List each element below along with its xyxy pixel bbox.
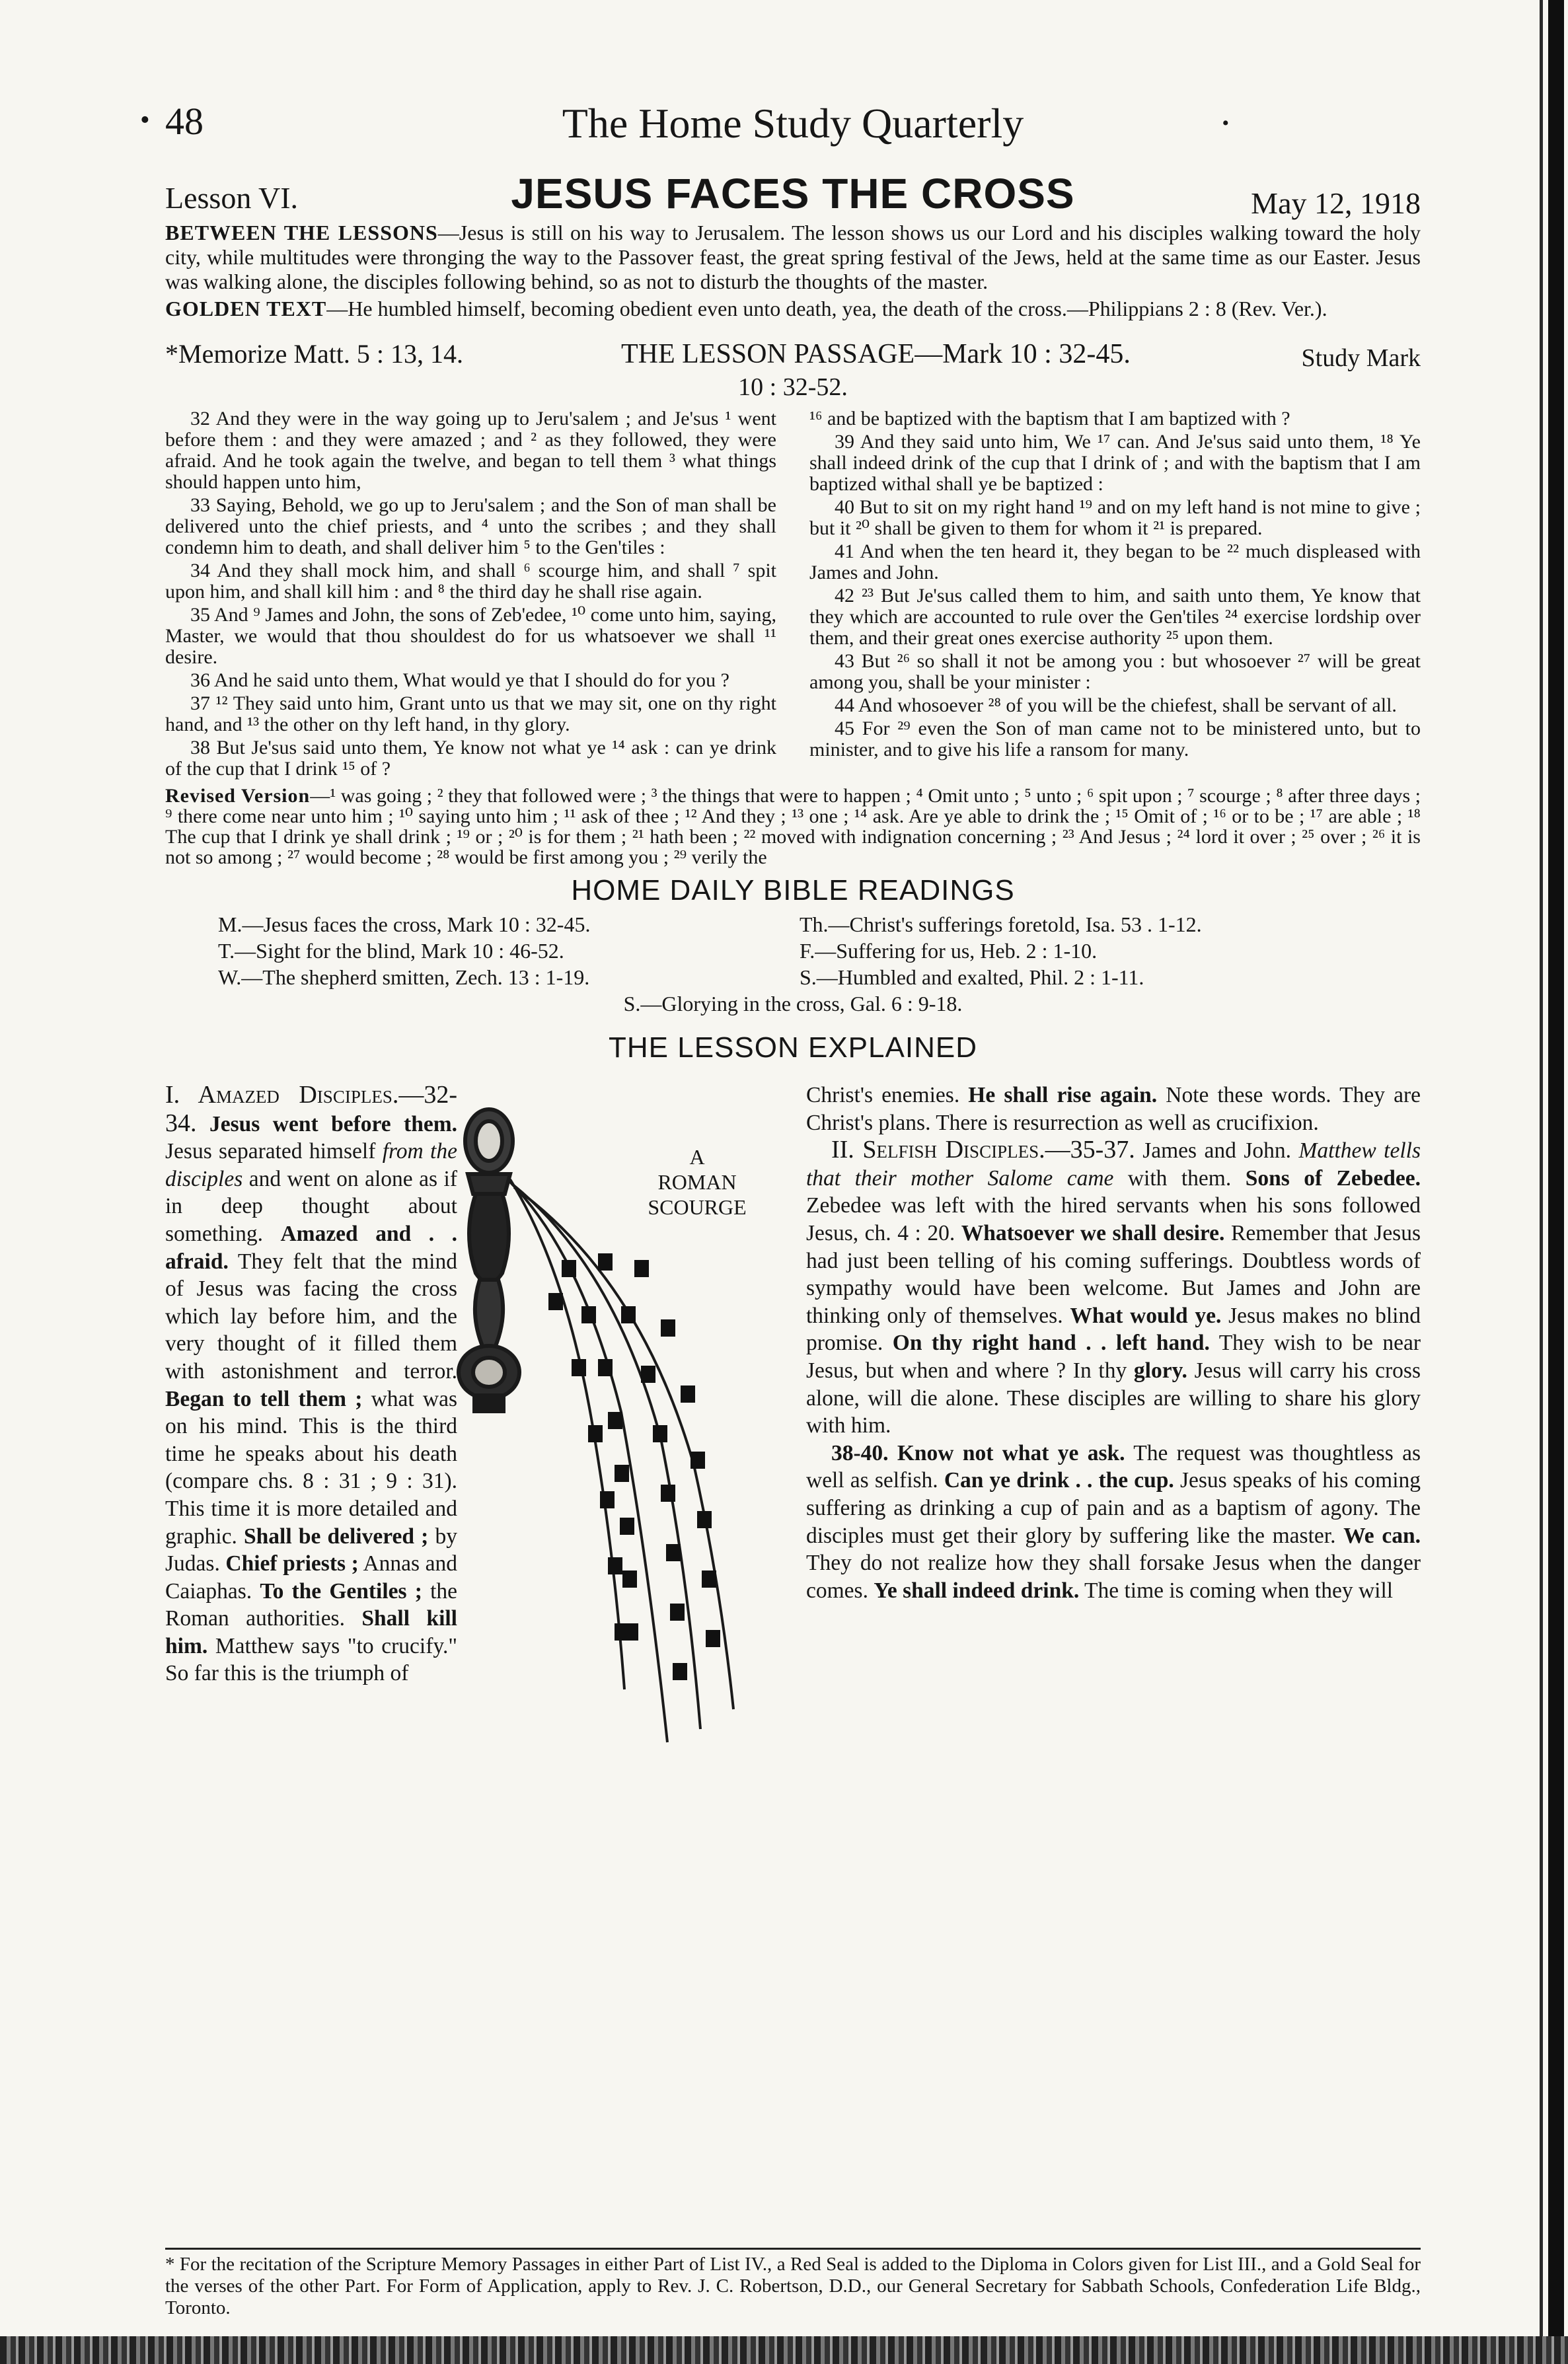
section-heading: I. Amazed Disciples.—32-34.: [165, 1081, 457, 1137]
study-reference: 10 : 32-52.: [738, 373, 848, 401]
verse: 37 ¹² They said unto him, Grant unto us that we may sit, one on thy right hand, and ¹³ the other on thy left hand, in thy glory.: [165, 692, 776, 735]
lesson-passage: THE LESSON PASSAGE—Mark 10 : 32-45.: [621, 339, 1131, 369]
footnote: * For the recitation of the Scripture Memory Passages in either Part of List IV., a Red Seal is added to the Diploma in Colors given for List III., and a Gold Seal for the verses of the other Part. For Form of Application, apply to Rev. J. C. Robertson, D.D., our General Secretary for Sabbath Schools, Confederation Life Bldg., Toronto.: [165, 2254, 1421, 2318]
explained-right-text-3: 38-40. Know not what ye ask. The request was thoughtless as well as selfish. Can ye drink . . the cup. Jesus speaks of his coming suffering as drinking a cup of pain and as a baptism of agony. The disciples must get their glory by suffering like the master. We can. They do not realize how they shall forsake Jesus when the danger comes. Ye shall indeed drink. The time is coming when they will: [806, 1440, 1421, 1603]
lesson-explained: [165, 1082, 1421, 2241]
verse: 32 And they were in the way going up to Jeru'salem ; and Je'sus ¹ went before them : and they were amazed ; and ² as they followed, they were afraid. And he took again the twelve, and began to tell them ³ what things should happen unto him,: [165, 408, 776, 493]
page-number: 48: [165, 100, 204, 143]
reading-item: F.—Suffering for us, Heb. 2 : 1-10.: [800, 939, 1098, 963]
section-heading: II. Selfish Disciples.—35-37.: [831, 1136, 1135, 1164]
passage-right-column: [809, 408, 1421, 782]
running-head: [140, 79, 1421, 165]
reading-item: Th.—Christ's sufferings foretold, Isa. 53 . 1-12.: [800, 912, 1202, 936]
passage-header: [165, 326, 1421, 406]
verse: ¹⁶ and be baptized with the baptism that I am baptized with ?: [809, 408, 1290, 429]
bullet-mark: •: [1222, 112, 1229, 134]
explained-right-text-2: II. Selfish Disciples.—35-37. James and John. Matthew tells that their mother Salome came with them. Sons of Zebedee. Zebedee was left with the hired servants when his sons followed Jesus, ch. 4 : 20. Whatsoever we shall desire. Remember that Jesus had just been telling of his coming sufferings. Doubtless words of sympathy would have been welcome. But James and John are thinking only of themselves. What would ye. Jesus makes no blind promise. On thy right hand . . left hand. They wish to be near Jesus, but when and where ? In thy glory. Jesus will carry his cross alone, will die alone. These disciples are willing to share his glory with him.: [806, 1136, 1421, 1438]
verse: 35 And ⁹ James and John, the sons of Zeb'edee, ¹⁰ come unto him, saying, Master, we would that thou shouldest do for us whatsoever we shall ¹¹ desire.: [165, 604, 776, 668]
page: [140, 79, 1421, 2319]
reading-item: M.—Jesus faces the cross, Mark 10 : 32-45.: [218, 912, 591, 936]
scan-edge-line: [1540, 0, 1543, 2364]
readings-title: HOME DAILY BIBLE READINGS: [571, 874, 1015, 906]
verse: 39 And they said unto him, We ¹⁷ can. And Je'sus said unto them, ¹⁸ Ye shall indeed drink of the cup that I drink of ; and with the baptism that I am baptized withal shall ye be baptized :: [809, 431, 1421, 495]
golden-body: —He humbled himself, becoming obedient even unto death, yea, the death of the cross.—Philippians 2 : 8 (Rev. Ver.).: [326, 297, 1327, 320]
verse: 44 And whosoever ²⁸ of you will be the chiefest, shall be servant of all.: [835, 694, 1397, 716]
explained-right-column: [806, 1082, 1421, 1604]
verse: 33 Saying, Behold, we go up to Jeru'salem ; and the Son of man shall be delivered unto the chief priests, and ⁴ unto the scribes ; and they shall condemn him to death, and shall deliver him ⁵ to the Gen'tiles :: [165, 494, 776, 558]
reading-item: S.—Humbled and exalted, Phil. 2 : 1-11.: [800, 965, 1144, 989]
passage-left-column: [165, 408, 776, 782]
lesson-title: JESUS FACES THE CROSS: [511, 170, 1075, 217]
explained-left-text: I. Amazed Disciples.—32-34. Jesus went before them. Jesus separated himself from the disciples and went on alone as if in deep thought about something. Amazed and . . afraid. They felt that the mind of Jesus was facing the cross which lay before him, and the very thought of it filled them with astonishment and terror. Began to tell them ; what was on his mind. This is the third time he speaks about his death (compare chs. 8 : 31 ; 9 : 31). This time it is more detailed and graphic. Shall be delivered ; by Judas. Chief priests ; Annas and Caiaphas. To the Gentiles ; the Roman authorities. Shall kill him. Matthew says "to crucify." So far this is the triumph of: [165, 1081, 458, 1686]
verse: 34 And they shall mock him, and shall ⁶ scourge him, and shall ⁷ spit upon him, and shall kill him : and ⁸ the third day he shall rise again.: [165, 560, 776, 603]
between-the-lessons: [165, 221, 1421, 294]
reading-item: T.—Sight for the blind, Mark 10 : 46-52.: [218, 939, 564, 963]
verse: 45 For ²⁹ even the Son of man came not to be ministered unto, but to minister, and to give his life a ransom for many.: [809, 718, 1421, 760]
readings-list: [218, 911, 1421, 990]
revised-version: [165, 786, 1421, 868]
explained-title: THE LESSON EXPLAINED: [609, 1031, 977, 1064]
explained-right-text-1: Christ's enemies. He shall rise again. Note these words. They are Christ's plans. There is resurrection as well as crucifixion.: [806, 1083, 1421, 1135]
revised-label: Revised Version: [165, 785, 311, 807]
reading-item-last: S.—Glorying in the cross, Gal. 6 : 9-18.: [623, 992, 963, 1016]
verse: 42 ²³ But Je'sus called them to him, and saith unto them, Ye know that they which are accounted to rule over the Gen'tiles ²⁴ exercise lordship over them, and their great ones exercise authority ²⁵ upon them.: [809, 585, 1421, 649]
verse: 38 But Je'sus said unto them, Ye know not what ye ¹⁴ ask : can ye drink of the cup that I drink ¹⁵ of ?: [165, 737, 776, 780]
scripture-passage: [165, 408, 1421, 782]
golden-text: [165, 297, 1421, 321]
footnote-rule: [165, 2248, 1421, 2250]
revised-text: —¹ was going ; ² they that followed were ; ³ the things that were to happen ; ⁴ Omit unto ; ⁵ unto ; ⁶ spit upon ; ⁷ scourge ; ⁸ after three days ; ⁹ there come near unto him ; ¹⁰ saying unto him ; ¹¹ ask of thee ; ¹² And they ; ¹³ one ; ¹⁴ ask. Are ye able to drink the ; ¹⁵ Omit of ; ¹⁶ or to be ; ¹⁷ are able ; ¹⁸ The cup that I drink ye shall drink ; ¹⁹ or ; ²⁰ is for them ; ²¹ hath been ; ²² moved with indignation concerning ; ²³ And Jesus ; ²⁴ lord it over ; ²⁵ over ; ²⁶ it is not so among ; ²⁷ would become ; ²⁸ would be first among you ; ²⁹ verily the: [165, 785, 1421, 868]
lesson-number: Lesson VI.: [165, 181, 299, 215]
publication-title: The Home Study Quarterly: [562, 100, 1024, 147]
verse: 40 But to sit on my right hand ¹⁹ and on my left hand is not mine to give ; but it ²⁰ shall be given to them for whom it ²¹ is prepared.: [809, 496, 1421, 539]
study-label: Study Mark: [1301, 344, 1421, 372]
verse: 36 And he said unto them, What would ye that I should do for you ?: [190, 669, 729, 691]
verse: 41 And when the ten heard it, they began to be ²² much displeased with James and John.: [809, 540, 1421, 583]
reading-item: W.—The shepherd smitten, Zech. 13 : 1-19.: [218, 965, 590, 989]
between-label: BETWEEN THE LESSONS: [165, 221, 438, 244]
golden-label: GOLDEN TEXT: [165, 297, 327, 320]
lesson-header: [165, 165, 1421, 221]
figure-caption: A ROMAN SCOURGE: [648, 1145, 747, 1219]
memorize-note: *Memorize Matt. 5 : 13, 14.: [165, 339, 464, 369]
verse: 43 But ²⁶ so shall it not be among you : but whosoever ²⁷ will be great among you, shall be your minister :: [809, 650, 1421, 693]
bullet-mark: •: [140, 105, 150, 135]
scan-edge-bar: [1548, 0, 1564, 2364]
lesson-date: May 12, 1918: [1251, 186, 1421, 220]
scan-bottom-edge: [0, 2336, 1568, 2364]
between-text: —Jesus is still on his way to Jerusalem. The lesson shows us our Lord and his disciples walking toward the holy city, while multitudes were thronging the way to the Passover feast, the great spring festival of the Jews, held at the same time as our Easter. Jesus was walking alone, the disciples following behind, so as not to disturb the thoughts of the master.: [165, 221, 1421, 293]
